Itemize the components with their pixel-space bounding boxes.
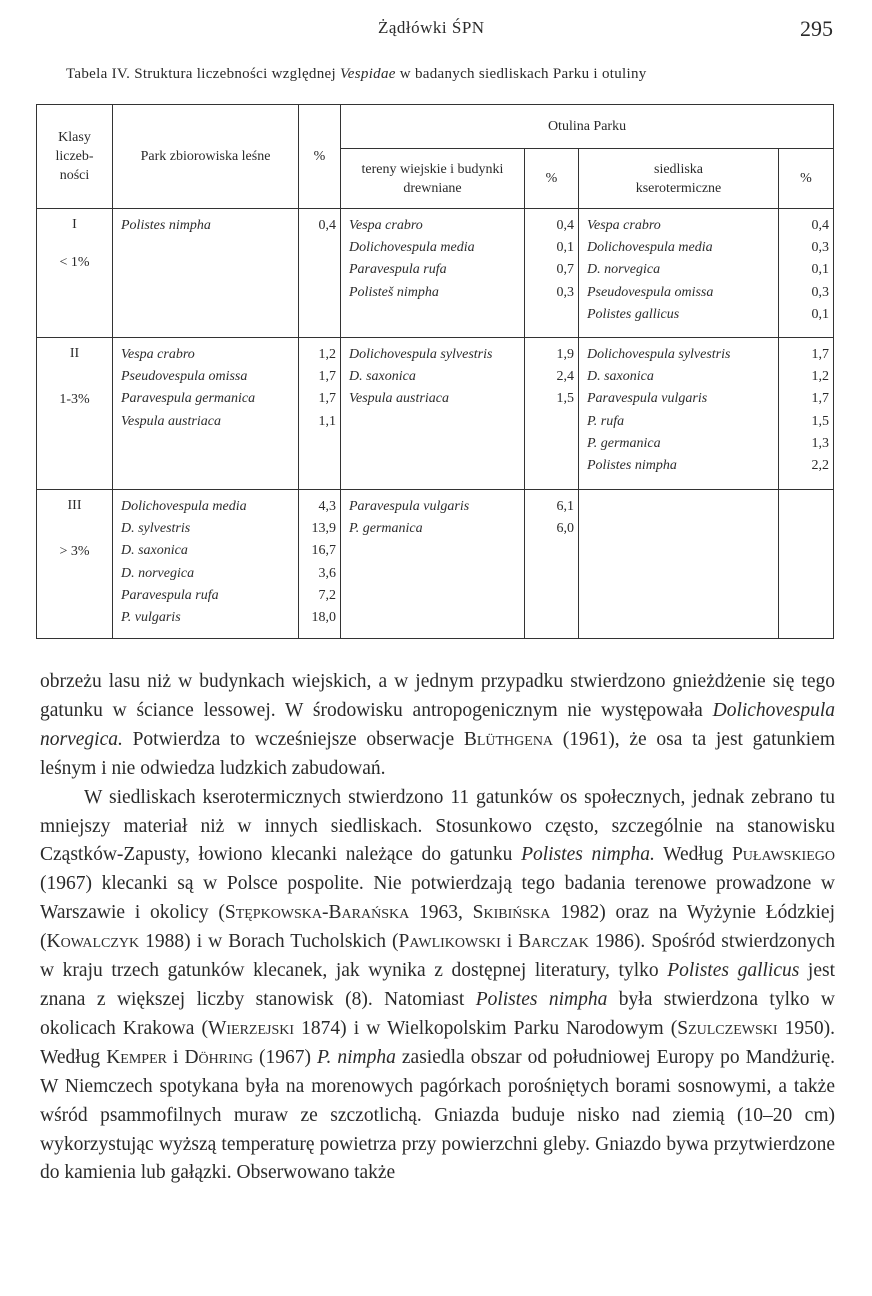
park-species-cell	[113, 490, 299, 639]
table-row	[37, 338, 834, 490]
percent-value: 0,4	[556, 218, 574, 233]
author-name: Blüthgena	[463, 728, 554, 750]
text-run: jest znana z większej liczby stanowisk (8). Natomiast	[40, 960, 835, 1010]
text-run: 1950). Według	[40, 1017, 835, 1068]
page-number: 295	[800, 16, 833, 41]
species-name: Pseudovespula omissa	[121, 369, 248, 385]
tereny-species-cell	[341, 490, 525, 639]
paragraph-2	[40, 784, 835, 1189]
siedliska-species-cell	[579, 490, 779, 639]
park-pct-cell	[299, 338, 341, 490]
caption-taxon: Vespidae	[340, 66, 396, 82]
species-name: D. saxonica	[349, 369, 416, 385]
species-name: Paravespula rufa	[349, 262, 447, 278]
text-run: Według	[654, 844, 732, 866]
text-run: obrzeżu lasu niż w budynkach wiejskich, a w jednym przypadku stwierdzono gnieżdżenie się tego gatunku w ściance lessowej. W środowisku antropogenicznym nie występowała	[40, 671, 835, 721]
percent-value: 0,3	[811, 240, 830, 256]
table-row	[37, 209, 834, 338]
percent-value: 1,1	[318, 413, 336, 429]
species-name: D. norvegica	[121, 565, 195, 581]
header-park: Park zbiorowiska leśne	[113, 105, 299, 209]
species-name: Polisteš nimpha	[349, 284, 439, 300]
species-name: D. norvegica	[587, 262, 661, 278]
text-run: 1982) oraz na Wyżynie Łódzkiej (	[40, 902, 836, 953]
percent-value: 6,0	[556, 521, 574, 537]
class-cell	[37, 490, 113, 639]
text-run: zasiedla obszar od południowej Europy po Mandżurię. W Niemczech spotykana była na morenowych pagórkach porośniętych borami sosnowymi, a także wśród psammofilnych muraw ze szczotlichą. Gniazda buduje nisko nad ziemią (10–20 cm) wykorzystując wyższą temperaturę powietrza przy powierzchni gleby. Gniazdo bywa przytwierdzone do kamienia lub gałązki. Obserwowano także	[40, 1046, 835, 1184]
running-title: Żądłówki ŚPN	[378, 18, 485, 37]
percent-value: 3,6	[318, 565, 336, 581]
text-run: była stwierdzona tylko w okolicach Krakowa (	[40, 988, 835, 1039]
percent-value: 1,2	[318, 347, 336, 362]
percent-value: 7,2	[318, 587, 336, 603]
percent-value: 0,3	[556, 284, 574, 300]
siedliska-species-cell	[579, 209, 779, 338]
text-run: Potwierdza to wcześniejsze obserwacje	[122, 728, 464, 750]
author-name: Stępkowska-Barańska	[224, 902, 410, 924]
author-name: Pawlikowski	[398, 931, 501, 953]
percent-value: 1,5	[556, 391, 574, 407]
text-run: 1874) i w Wielkopolskim Parku Narodowym (	[294, 1017, 678, 1039]
text-run: (1967) klecanki są w Polsce pospolite. Nie potwierdzają tego badania terenowe prowadzone w Warszawie i okolicy (	[40, 873, 835, 924]
species-name: Dolichovespula norvegica.	[40, 699, 835, 750]
species-name: D. saxonica	[121, 543, 188, 559]
species-name: P. nimpha	[317, 1046, 396, 1068]
percent-value: 2,2	[811, 457, 830, 473]
species-name: Dolichovespula media	[121, 499, 247, 514]
species-name: Paravespula rufa	[121, 587, 219, 603]
siedliska-pct-cell	[779, 490, 834, 639]
percent-value: 13,9	[311, 521, 336, 537]
park-species-cell	[113, 209, 299, 338]
percent-value: 1,7	[811, 347, 830, 362]
species-name: D. saxonica	[587, 369, 654, 385]
species-name: Polistes gallicus	[587, 306, 680, 322]
text-run: i	[500, 931, 519, 953]
text-run: 1963,	[409, 902, 473, 924]
species-name: Vespa crabro	[121, 347, 195, 362]
class-cell	[37, 338, 113, 490]
siedliska-pct-cell	[779, 338, 834, 490]
siedliska-species-cell	[579, 338, 779, 490]
species-name: P. germanica	[349, 521, 423, 537]
park-pct-cell	[299, 490, 341, 639]
class-range: 1-3%	[59, 392, 90, 407]
text-run: (1967)	[252, 1046, 318, 1068]
percent-value: 2,4	[556, 369, 574, 385]
author-name: Puławskiego	[731, 844, 835, 866]
tereny-species-cell	[341, 338, 525, 490]
species-name: Vespula austriaca	[349, 391, 449, 407]
class-roman: II	[69, 346, 80, 361]
class-range: > 3%	[59, 544, 90, 559]
percent-value: 0,3	[811, 284, 830, 300]
header-otulina: Otulina Parku	[341, 105, 834, 149]
percent-value: 1,2	[811, 369, 830, 385]
park-species-cell	[113, 338, 299, 490]
author-name: Skibińska	[472, 902, 551, 924]
text-run: i	[166, 1046, 185, 1068]
header-park-pct: %	[299, 105, 341, 209]
percent-value: 0,1	[811, 306, 830, 322]
species-name: P. vulgaris	[121, 609, 181, 625]
percent-value: 1,3	[811, 435, 830, 451]
author-name: Barczak	[518, 931, 589, 953]
percent-value: 0,1	[556, 240, 574, 256]
paragraph-1	[40, 668, 835, 784]
table-row	[37, 490, 834, 639]
header-tereny-pct: %	[525, 149, 579, 209]
percent-value: 4,3	[318, 499, 336, 514]
author-name: Kowalczyk	[46, 931, 140, 953]
tereny-pct-cell	[525, 338, 579, 490]
species-name: Dolichovespula media	[587, 240, 713, 256]
header-klasy: Klasy liczeb-ności	[37, 105, 113, 209]
author-name: Szulczewski	[677, 1017, 778, 1039]
percent-value: 6,1	[556, 499, 574, 514]
percent-value: 1,7	[318, 391, 336, 407]
class-roman: III	[67, 498, 82, 513]
species-name: Vespa crabro	[587, 218, 661, 233]
abundance-table	[36, 104, 834, 639]
percent-value: 1,5	[811, 413, 830, 429]
park-pct-cell	[299, 209, 341, 338]
caption-suffix: w badanych siedliskach Parku i otuliny	[395, 66, 647, 82]
header-tereny: tereny wiejskie i budynki drewniane	[341, 149, 525, 209]
class-roman: I	[72, 217, 77, 232]
species-name: Pseudovespula omissa	[587, 284, 714, 300]
author-name: Wierzejski	[207, 1017, 295, 1039]
page-header	[0, 16, 872, 46]
table-caption	[66, 66, 647, 83]
author-name: Kemper	[106, 1046, 167, 1068]
percent-value: 1,9	[556, 347, 574, 362]
species-name: Polistes nimpha	[587, 457, 677, 473]
species-name: Polistes nimpha	[121, 218, 211, 233]
class-range: < 1%	[59, 255, 90, 270]
species-name: Polistes nimpha	[475, 988, 608, 1010]
caption-prefix: Tabela IV. Struktura liczebności względnej	[66, 66, 340, 82]
species-name: D. sylvestris	[121, 521, 191, 537]
species-name: Polistes nimpha.	[521, 844, 655, 866]
species-name: Polistes gallicus	[667, 960, 800, 982]
text-run: 1988) i w Borach Tucholskich (	[139, 931, 399, 953]
class-cell	[37, 209, 113, 338]
tereny-pct-cell	[525, 490, 579, 639]
percent-value: 0,4	[811, 218, 830, 233]
species-name: P. germanica	[587, 435, 661, 451]
percent-value: 1,7	[811, 391, 830, 407]
percent-value: 0,1	[811, 262, 830, 278]
species-name: Dolichovespula sylvestris	[349, 347, 493, 362]
tereny-species-cell	[341, 209, 525, 338]
header-siedliska-pct: %	[779, 149, 834, 209]
species-name: Dolichovespula sylvestris	[587, 347, 731, 362]
percent-value: 0,7	[556, 262, 574, 278]
text-run: W siedliskach kserotermicznych stwierdzono 11 gatunków os społecznych, jednak zebrano tu mniejszy materiał niż w innych siedliskach. Stosunkowo często, szczególnie na stanowisku Cząstków-Zapusty, łowiono klecanki należące do gatunku	[40, 786, 835, 866]
species-name: Dolichovespula media	[349, 240, 475, 256]
author-name: Döhring	[184, 1046, 253, 1068]
text-run: 1986). Spośród stwierdzonych w kraju trzech gatunków klecanek, jak wynika z dostępnej literatury, tylko	[40, 931, 836, 982]
header-siedliska: siedliska kserotermiczne	[579, 149, 779, 209]
species-name: Vespula austriaca	[121, 413, 221, 429]
text-run: (1961), że osa ta jest gatunkiem leśnym i nie odwiedza ludzkich zabudowań.	[40, 728, 835, 779]
tereny-pct-cell	[525, 209, 579, 338]
percent-value: 1,7	[318, 369, 336, 385]
species-name: Vespa crabro	[349, 218, 423, 233]
percent-value: 0,4	[318, 218, 336, 233]
species-name: Paravespula germanica	[121, 391, 256, 407]
species-name: P. rufa	[587, 413, 625, 429]
species-name: Paravespula vulgaris	[587, 391, 708, 407]
siedliska-pct-cell	[779, 209, 834, 338]
percent-value: 16,7	[311, 543, 336, 559]
percent-value: 18,0	[311, 609, 336, 625]
species-name: Paravespula vulgaris	[349, 499, 470, 514]
body-text	[40, 668, 835, 1188]
